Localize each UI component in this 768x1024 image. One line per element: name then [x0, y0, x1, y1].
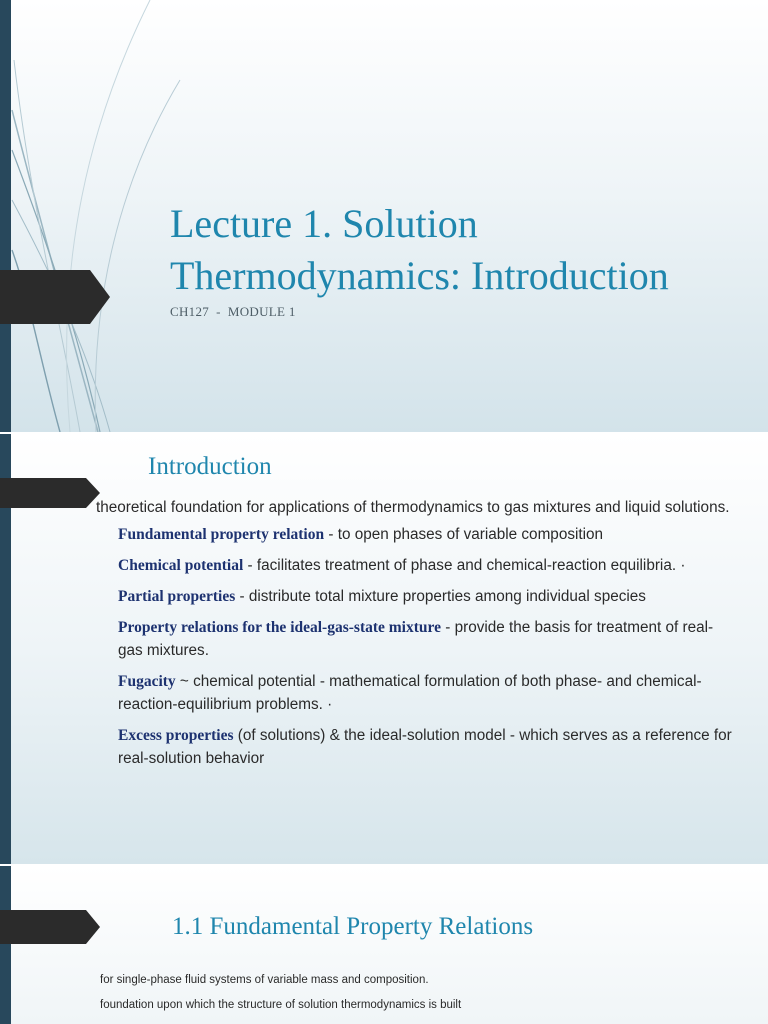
item-term: Fundamental property relation [118, 526, 325, 543]
item-term: Partial properties [118, 588, 236, 605]
item-sep: - [235, 588, 249, 605]
left-accent-bar [0, 0, 11, 432]
chevron-tab [0, 910, 100, 944]
item-text: for single-phase fluid systems of variable mass and composition. [100, 974, 429, 986]
item-term: Property relations for the ideal-gas-state mixture [118, 619, 441, 636]
slide-title [170, 198, 750, 302]
item-text: provide the basis for treatment of real-gas mixtures. [118, 619, 714, 659]
item-sep: - [324, 526, 338, 543]
list-item [96, 523, 736, 546]
list-item [96, 585, 736, 608]
list-item [76, 972, 736, 989]
item-sep: - [243, 557, 257, 574]
chevron-tab [0, 270, 110, 324]
item-text: chemical potential - mathematical formulation of both phase- and chemical-reaction-equilibrium problems. · [118, 673, 702, 713]
introduction-slide [0, 434, 768, 864]
item-text: distribute total mixture properties among individual species [248, 588, 646, 605]
item-text: to open phases of variable composition [337, 526, 604, 543]
list-item [96, 616, 736, 662]
fundamental-relations-slide [0, 866, 768, 1024]
item-term: Fugacity [118, 673, 176, 690]
item-text: facilitates treatment of phase and chemical-reaction equilibria. · [256, 557, 686, 574]
list-item [96, 554, 736, 577]
item-term: Excess properties [118, 727, 234, 744]
slide-subtitle: CH127 - MODULE 1 [170, 304, 296, 319]
list-item [76, 997, 736, 1014]
section-title: 1.1 Fundamental Property Relations [172, 913, 534, 940]
list-item [96, 724, 736, 770]
left-accent-bar [0, 866, 11, 1024]
item-text: foundation upon which the structure of solution thermodynamics is built [100, 999, 462, 1011]
chevron-tab [0, 478, 100, 508]
slide-body [96, 496, 736, 778]
title-line-2: Thermodynamics: Introduction [170, 253, 669, 298]
intro-text: theoretical foundation for applications of thermodynamics to gas mixtures and liquid solutions. [96, 499, 730, 516]
slide-body [76, 972, 736, 1022]
item-sep: - [441, 619, 455, 636]
title-line-1: Lecture 1. Solution [170, 201, 478, 246]
item-term: Chemical potential [118, 557, 244, 574]
list-item [96, 670, 736, 716]
title-slide [0, 0, 768, 432]
section-title: Introduction [148, 453, 272, 480]
item-sep: ~ [175, 673, 194, 690]
item-text: (of solutions) & the ideal-solution model - which serves as a reference for real-solution behavior [118, 727, 732, 767]
